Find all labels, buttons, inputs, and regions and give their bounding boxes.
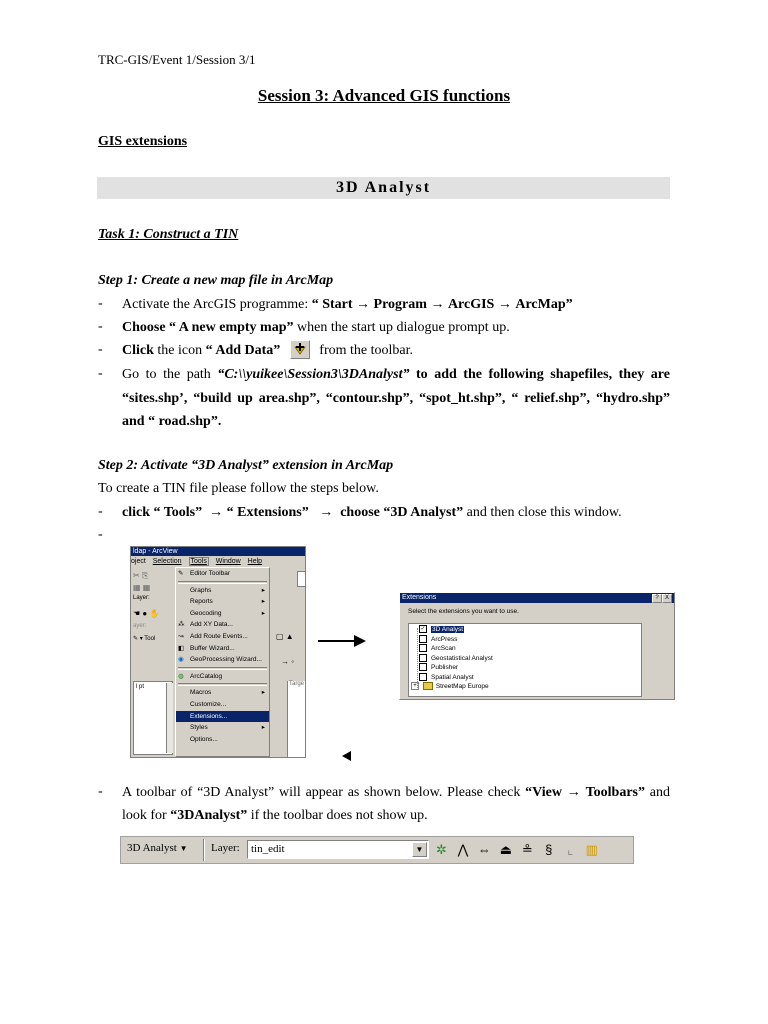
label: Graphs: [190, 586, 212, 594]
arcmap-label: ArcMap”: [515, 297, 573, 312]
layer-select[interactable]: [247, 840, 429, 859]
menu-add-xy-data[interactable]: [176, 619, 269, 631]
arcmap-menubar: [131, 556, 305, 567]
extensions-titlebar: [400, 593, 674, 603]
extension-publisher[interactable]: [419, 663, 493, 673]
text: and look for: [122, 785, 671, 823]
toolbar-icons: ✂ ⎘: [133, 571, 149, 580]
checkbox-arcpress[interactable]: [419, 635, 427, 643]
menu-buffer-wizard[interactable]: [176, 643, 269, 655]
shapefiles-list: to add the following shapefiles, they are “sites.shp’, “build up area.shp”, “contour.shp”, “spot_ht.shp”, “ relief.shp”, “hydro.shp” and “ road.shp”.: [122, 367, 670, 429]
choose-3d-label: choose “3D Analyst”: [340, 505, 464, 520]
arcmap-screenshot: [130, 546, 306, 758]
menu-arccatalog[interactable]: [176, 671, 269, 683]
extensions-list: [408, 623, 642, 697]
separator: [178, 581, 267, 584]
step1-bullet-2: [122, 316, 670, 339]
help-button[interactable]: ?: [652, 594, 662, 603]
line-of-sight-icon[interactable]: §: [545, 842, 553, 858]
menu-tools[interactable]: Tools: [190, 558, 207, 565]
label: Add XY Data...: [190, 621, 233, 629]
expand-icon[interactable]: +: [411, 682, 419, 690]
bullet-dash: -: [98, 296, 103, 311]
page-title: Session 3: Advanced GIS functions: [257, 86, 511, 105]
task-heading: Task 1: Construct a TIN: [98, 227, 239, 242]
toolbar-icons-2: ▦ ▦: [133, 583, 151, 592]
step1-bullet-4: [122, 363, 670, 434]
right-toolbar-icons: ▢ ▲: [276, 632, 294, 641]
dropdown-arrow-icon[interactable]: ▼: [412, 842, 427, 857]
target-label: Targe: [289, 681, 305, 687]
label: ArcScan: [431, 645, 456, 652]
text: and then close this window.: [463, 505, 622, 520]
layer-label: Layer:: [211, 842, 240, 854]
menu-reports[interactable]: [176, 596, 269, 608]
text: from the toolbar.: [319, 343, 413, 358]
tools-label: click “ Tools”: [122, 505, 203, 520]
checkbox-publisher[interactable]: [419, 663, 427, 671]
label: Reports: [190, 598, 213, 606]
submenu-arrow-icon: ▸: [261, 724, 265, 732]
separator: [203, 839, 205, 861]
menu-editor-toolbar[interactable]: [176, 568, 269, 580]
arcgis-label: ArcGIS: [447, 297, 495, 312]
bullet-dash: -: [98, 342, 103, 357]
checkbox-arcscan[interactable]: [419, 644, 427, 652]
toolbar-buttons: [433, 841, 600, 859]
profile-graph-icon[interactable]: ⌞: [567, 842, 574, 858]
add-data-label: “ Add Data”: [205, 343, 281, 358]
nav-icons: ☚ ● ✋: [133, 609, 160, 618]
click-label: Click: [122, 343, 154, 358]
label: Spatial Analyst: [431, 673, 474, 681]
text: Activate the ArcGIS programme:: [122, 297, 312, 312]
text: A toolbar of “3D Analyst” will appear as shown below. Please check: [122, 785, 526, 800]
arrow-icon: →: [319, 505, 334, 520]
label: 3D Analyst: [127, 842, 177, 854]
checkbox-geostatistical[interactable]: [419, 654, 427, 662]
text: when the start up dialogue prompt up.: [293, 320, 510, 335]
menu-window[interactable]: Window: [215, 558, 241, 565]
path-label: “C:\\yuikee\Session3\3DAnalyst”: [217, 367, 410, 382]
pencil-tool: ✎ ▾ Tool: [133, 636, 156, 642]
extension-geostatistical[interactable]: [419, 654, 493, 664]
submenu-arrow-icon: ▸: [261, 609, 265, 617]
bullet-dash: -: [98, 784, 103, 799]
step2-bullet-1: [122, 501, 670, 524]
step2-intro: To create a TIN file please follow the steps below.: [98, 481, 379, 496]
route-icon: ↝: [178, 632, 184, 640]
tool-label: Tool: [144, 636, 156, 642]
buffer-icon: ◧: [178, 644, 185, 652]
arrow-icon: →: [430, 297, 445, 312]
choose-label: Choose “ A new empty map”: [122, 320, 294, 335]
toc-item: l pt: [136, 684, 145, 690]
page-header-ref: TRC-GIS/Event 1/Session 3/1: [98, 52, 256, 67]
extension-3d-analyst[interactable]: [419, 625, 493, 635]
arrow-tool-icon: → ◦: [281, 657, 295, 666]
extension-streetmap-europe[interactable]: [411, 682, 493, 692]
extensions-items: [413, 625, 493, 692]
arrow-icon: →: [356, 297, 371, 312]
extensions-label: “ Extensions”: [226, 505, 309, 520]
geoprocessing-icon: ◉: [178, 656, 184, 664]
program-label: Program: [373, 297, 427, 312]
menu-macros[interactable]: [176, 687, 269, 699]
layer-label: Layer:: [133, 595, 150, 601]
extension-arcscan[interactable]: [419, 644, 493, 654]
menu-add-route-events[interactable]: [176, 631, 269, 643]
label: 3D Analyst: [432, 626, 464, 633]
dialog-title: Extensions: [402, 594, 437, 601]
tools-menu: [175, 567, 270, 757]
3d-analyst-menu[interactable]: [127, 842, 187, 854]
arrow-icon: →: [566, 785, 581, 800]
menu-styles[interactable]: [176, 722, 269, 734]
point-tool-icon[interactable]: ⋀: [457, 842, 469, 858]
menu-project[interactable]: oject: [131, 558, 146, 565]
label: Editor Toolbar: [190, 570, 230, 577]
arrow-icon: →: [209, 505, 224, 520]
separator: [178, 683, 267, 686]
arcmap-toolbar-left: [133, 571, 173, 642]
menu-help[interactable]: Help: [247, 558, 263, 565]
step2-heading: Step 2: Activate “3D Analyst” extension in ArcMap: [98, 458, 394, 473]
step1-bullet-1: [122, 293, 670, 316]
step1-bullet-3: [122, 339, 670, 362]
bullet-dash: -: [98, 504, 103, 519]
menu-extensions[interactable]: [176, 711, 269, 723]
line-tool-icon[interactable]: ⇔: [477, 842, 491, 858]
label: Add Route Events...: [190, 632, 248, 640]
menu-geoprocessing-wizard[interactable]: [176, 654, 269, 666]
text: Go to the path: [122, 367, 218, 382]
folder-icon: [423, 682, 433, 690]
xy-icon: ⁂: [178, 621, 185, 629]
arrow-right-icon: [318, 633, 368, 649]
label: GeoProcessing Wizard...: [190, 656, 262, 664]
label: Buffer Wizard...: [190, 644, 235, 652]
menu-customize[interactable]: [176, 699, 269, 711]
bullet-dash: -: [98, 366, 103, 381]
checkbox-3d-analyst[interactable]: ✓: [420, 626, 426, 633]
section-heading: GIS extensions: [98, 134, 188, 149]
view-label: “View: [525, 785, 562, 800]
banner-3d-analyst: [97, 177, 670, 199]
menu-graphs[interactable]: [176, 585, 269, 597]
map-canvas-edge: [287, 681, 306, 757]
extensions-dialog: [399, 592, 675, 700]
label: Geocoding: [190, 609, 222, 617]
arcscene-icon[interactable]: ▥: [585, 842, 598, 858]
label: Styles: [190, 724, 208, 732]
label: Publisher: [431, 664, 459, 671]
3d-analyst-toolbar: [120, 836, 634, 864]
step1-heading: Step 1: Create a new map file in ArcMap: [98, 273, 334, 288]
submenu-arrow-icon: ▸: [261, 598, 265, 606]
small-triangle-icon: [341, 750, 353, 762]
ps-label: ayer:: [133, 623, 147, 629]
steepest-path-icon[interactable]: ⏏: [499, 842, 512, 858]
extensions-prompt: Select the extensions you want to use.: [408, 608, 519, 615]
menu-selection[interactable]: Selection: [152, 558, 182, 565]
toc-scrollbar[interactable]: [166, 683, 173, 753]
label: Customize...: [190, 700, 227, 708]
extension-spatial-analyst[interactable]: [419, 673, 493, 683]
layer-value: tin_edit: [251, 843, 285, 855]
menu-options[interactable]: [176, 734, 269, 746]
submenu-arrow-icon: ▸: [261, 586, 265, 594]
3danalyst-label: “3DAnalyst”: [170, 808, 248, 823]
editor-icon: ✎: [178, 570, 184, 577]
banner-label: 3D Analyst: [335, 179, 432, 196]
add-data-icon: [290, 340, 310, 359]
label: StreetMap Europe: [435, 683, 489, 690]
extension-arcpress[interactable]: [419, 635, 493, 645]
contour-icon[interactable]: ≗: [521, 842, 533, 858]
text: if the toolbar does not show up.: [247, 808, 428, 823]
submenu-arrow-icon: ▸: [261, 689, 265, 697]
step3-bullet: [122, 781, 670, 827]
arrow-icon: →: [497, 297, 512, 312]
chevron-down-icon: ▼: [179, 844, 188, 853]
text: the icon: [153, 343, 206, 358]
label: Geostatistical Analyst: [431, 654, 493, 662]
label: Extensions...: [190, 712, 228, 720]
separator: [178, 667, 267, 670]
close-button[interactable]: X: [662, 594, 672, 603]
checkbox-spatial-analyst[interactable]: [419, 673, 427, 681]
toolbars-label: Toolbars”: [585, 785, 645, 800]
bullet-dash: -: [98, 319, 103, 334]
start-label: “ Start: [311, 297, 353, 312]
map-edge: [297, 571, 306, 587]
interpolate-icon[interactable]: ✲: [436, 842, 447, 858]
bullet-dash: -: [98, 527, 103, 542]
arcmap-titlebar: ldap - ArcView: [131, 547, 305, 556]
arccatalog-icon: ◍: [178, 672, 184, 680]
label: Macros: [190, 689, 212, 697]
menu-geocoding[interactable]: [176, 608, 269, 620]
label: ArcPress: [431, 635, 458, 643]
label: ArcCatalog: [190, 672, 223, 680]
label: Options...: [190, 735, 218, 743]
